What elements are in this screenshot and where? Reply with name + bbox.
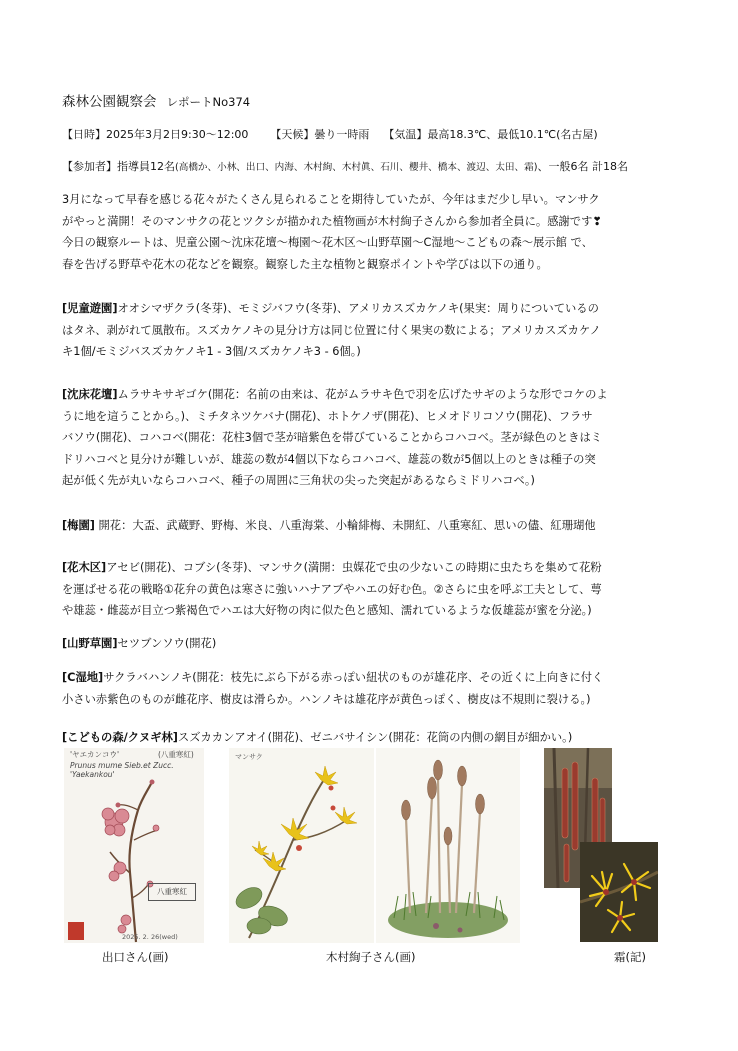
section-text: セツブンソウ(開花)	[117, 637, 217, 650]
section-text: や雄蕊・雌蕊が目立つ紫褐色でハエは大好物の肉に似た色と感知、濡れているような仮雄蕊が蜜を分泌。)	[62, 604, 592, 617]
section-text: はタネ、剥がれて風散布。スズカケノキの見分け方は同じ位置に付く果実の数による；アメリカスズカケノ	[62, 323, 601, 337]
section-label: [C湿地]	[62, 671, 104, 684]
plum-sketch-label: 八重寒紅	[148, 883, 196, 901]
artist-seal	[68, 922, 84, 940]
caption-deguchi: 出口さん(画)	[102, 950, 169, 964]
participants-label: 【参加者】	[62, 160, 117, 173]
section-label: [梅園]	[62, 519, 95, 532]
section-label: [花木区]	[62, 561, 107, 574]
section-text: アセビ(開花)、コブシ(冬芽)、マンサク(満開：虫媒花で虫の少ないこの時期に虫たちを集めて花粉	[106, 561, 602, 574]
section-text: 起が低く先が丸いならコハコベ、種子の周囲に三角状の尖った突起があるならミドリハコベ。)	[62, 474, 535, 487]
section-label: [児童遊園]	[62, 302, 118, 315]
report-title-main: 森林公園観察会	[62, 94, 157, 110]
witch-hazel-photo-drawing	[580, 842, 658, 942]
section-label: [山野草園]	[62, 637, 118, 650]
witch-hazel-drawing	[229, 748, 374, 943]
section-text: サクラバハンノキ(開花：枝先にぶら下がる赤っぽい紐状のものが雄花序、その近くに上向きに付く	[103, 671, 604, 684]
report-number: レポートNo374	[166, 95, 251, 109]
plum-sketch-name-jp: 'ヤエカンコウ'	[70, 750, 120, 759]
plum-sketch-latin: Prunus mume Sieb.et Zucc.	[70, 761, 174, 770]
section-text: ムラサキサギゴケ(開花：名前の由来は、花がムラサキ色で羽を広げたサギのような形でコケのよ	[117, 388, 608, 401]
section-text: オオシマザクラ(冬芽)、モミジバフウ(冬芽)、アメリカスズカケノキ(果実：周りについているの	[117, 302, 599, 315]
section-text: キ1個/モミジバスズカケノキ1 - 3個/スズカケノキ3 - 6個。)	[62, 345, 361, 358]
witch-hazel-painting	[229, 748, 374, 943]
plum-sketch-cultivar: 'Yaekankou'	[70, 770, 115, 779]
horsetail-painting	[376, 748, 520, 943]
section-text: うに地を這うことから。)、ミチタネツケバナ(開花)、ホトケノザ(開花)、ヒメオドリコソウ(開花)、フラサ	[62, 409, 593, 423]
section-text: 開花：大盃、武蔵野、野梅、米良、八重海棠、小輪緋梅、未開紅、八重寒紅、思いの儘、紅珊瑚他	[94, 519, 596, 532]
date-value: 2025年3月2日9:30～12:00	[106, 128, 249, 141]
weather-value: 曇り一時雨	[314, 128, 370, 141]
section-kodomo-no-mori	[62, 727, 682, 749]
caption-shimo: 霜(記)	[614, 950, 646, 964]
section-kabokuku	[62, 557, 682, 622]
section-baien	[62, 515, 682, 537]
section-text: ドリハコベと見分けが難しいが、雄蕊の数が4個以下ならコハコベ、雄蕊の数が5個以上のときは種子の突	[62, 452, 596, 466]
section-text: を運ばせる花の戦略①花弁の黄色は寒さに強いハナアブやハエの好む色。②さらに虫を呼ぶ工夫として、萼	[62, 582, 602, 596]
participants-names: (高橋か、小林、出口、内海、木村絢、木村眞、石川、櫻井、橋本、渡辺、太田、霜)	[175, 162, 538, 173]
section-c-shitchi	[62, 667, 682, 710]
section-text: スズカカンアオイ(開花)、ゼニバサイシン(開花：花筒の内側の網目が細かい。)	[177, 731, 573, 744]
intro-line: 3月になって早春を感じる花々がたくさん見られることを期待していたが、今年はまだ少し早い。マンサク	[62, 193, 600, 206]
info-line	[62, 126, 598, 142]
report-title	[62, 90, 250, 110]
section-chinsho-kadan	[62, 384, 682, 492]
caption-kimura: 木村絢子さん(画)	[326, 950, 416, 964]
witch-hazel-painting-label: マンサク	[235, 753, 263, 761]
intro-line: 今日の観察ルートは、児童公園～沈床花壇～梅園～花木区～山野草園～C湿地～こどもの森～展示館 で、	[62, 236, 593, 249]
plum-sketch-name-kanji: (八重寒紅)	[158, 750, 194, 759]
plum-sketch	[64, 748, 204, 943]
temperature-label: 【気温】	[383, 128, 428, 141]
participants-line	[62, 158, 628, 174]
section-jido-yuen	[62, 298, 682, 363]
participants-general: 、一般6名 計18名	[537, 160, 628, 173]
intro-line: 春を告げる野草や花木の花などを観察。観察した主な植物と観察ポイントや学びは以下の通り。	[62, 257, 548, 271]
horsetail-drawing	[376, 748, 520, 943]
section-text: 小さい赤紫色のものが雌花序、樹皮は滑らか。ハンノキは雄花序が黄色っぽく、樹皮は不規則に裂ける。)	[62, 692, 591, 706]
temperature-value: 最高18.3℃、最低10.1℃(名古屋)	[427, 128, 598, 141]
intro-paragraph	[62, 189, 682, 275]
plum-sketch-date: 2025. 2. 26(wed)	[122, 933, 178, 941]
section-sanyasouen	[62, 633, 682, 655]
participants-leaders: 指導員12名	[117, 160, 175, 173]
section-text: バソウ(開花)、コハコベ(開花：花柱3個で茎が暗紫色を帯びていることからコハコベ。茎が緑色のときはミ	[62, 431, 603, 444]
witch-hazel-photo	[580, 842, 658, 942]
section-label: [こどもの森/クヌギ林]	[62, 731, 178, 744]
plum-sketch-notes	[70, 750, 194, 779]
weather-label: 【天候】	[270, 128, 315, 141]
intro-line: がやっと満開！そのマンサクの花とツクシが描かれた植物画が木村絢子さんから参加者全員に。感謝です❣	[62, 214, 602, 228]
date-label: 【日時】	[62, 128, 106, 141]
section-label: [沈床花壇]	[62, 388, 118, 401]
